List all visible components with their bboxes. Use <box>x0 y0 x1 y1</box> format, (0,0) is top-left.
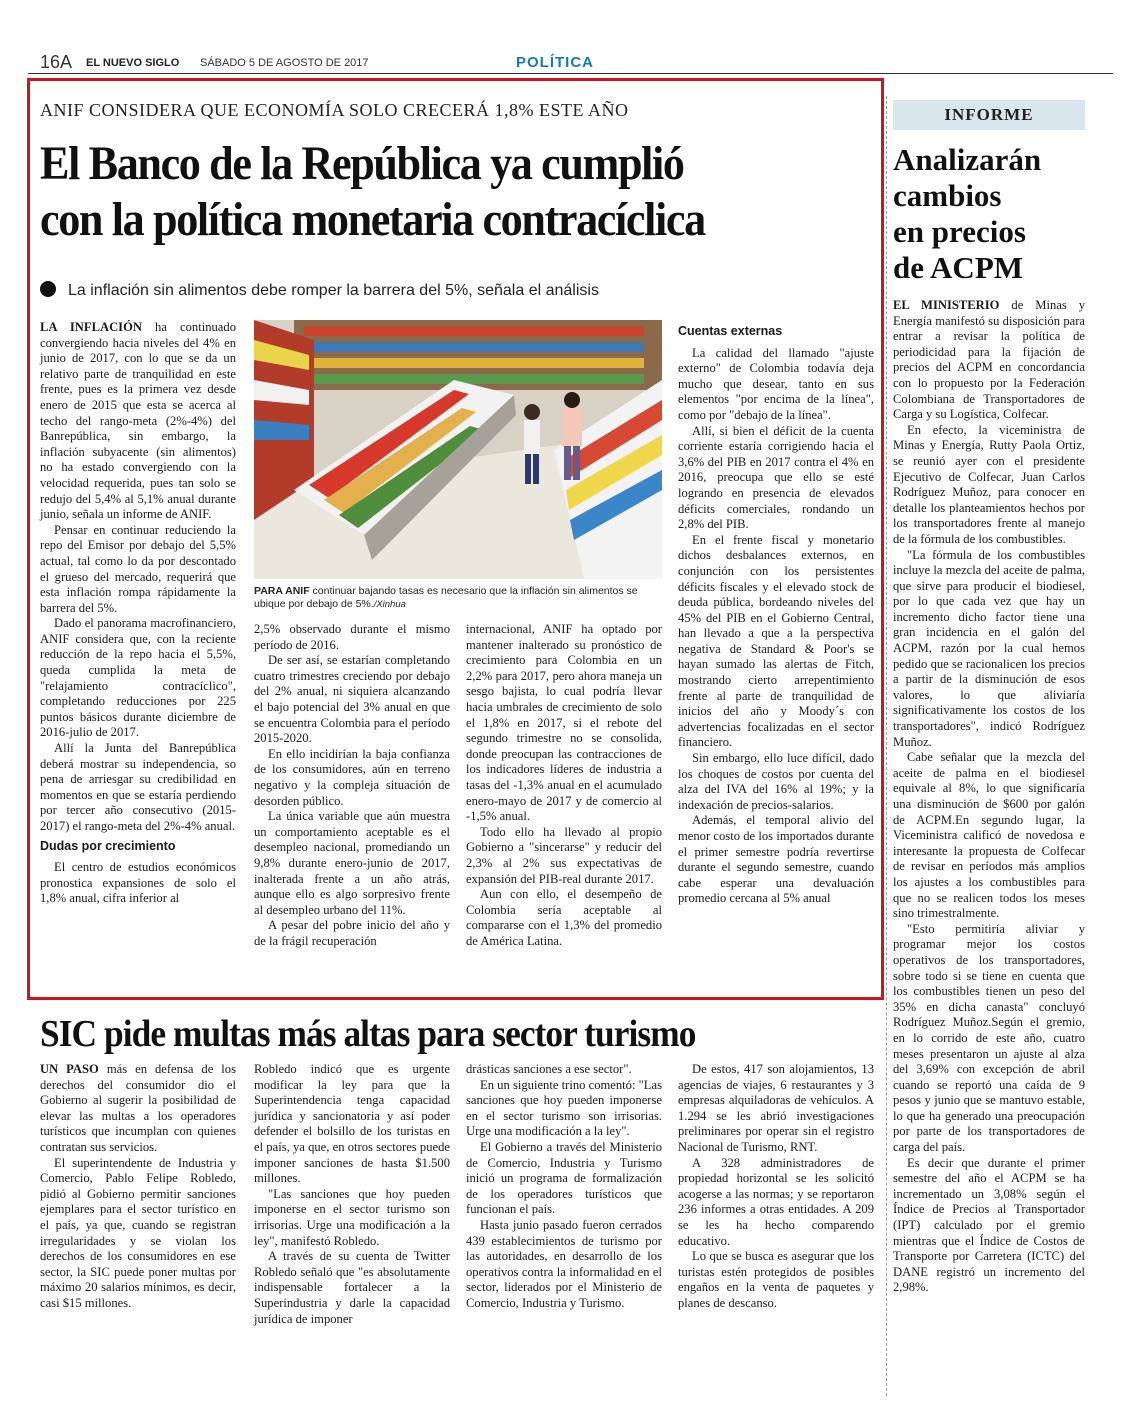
sidebar-divider <box>886 96 887 1396</box>
sidebar-p2: En efecto, la viceministra de Minas y Energía, Rutty Paola Ortiz, se reunió ayer con el presidente Ejecutivo de Colfecar, Juan Carlos Rodríguez Muñoz, para conocer en detalle los planteamientos hechos por los transportadores frente al manejo de la fórmula de los combustibles. <box>893 422 1085 546</box>
lead-headline <box>40 136 813 248</box>
second-col3-p1: drásticas sanciones a ese sector". <box>466 1062 632 1076</box>
lead-col3-p2: Todo ello ha llevado al propio Gobierno a "sincerarse" y reducir del 2,3% al 2% sus expectativas de expansión del PIB-real durante 2017. <box>466 824 662 886</box>
sidebar-column <box>893 298 1085 1296</box>
paper-name: EL NUEVO SIGLO <box>86 57 180 69</box>
lead-col1-p1-text: ha continuado convergiendo hacia niveles del 4% en junio de 2017, con lo que se da un relativo parte de tranquilidad en este frente, pues es la primera vez desde enero de 2015 que esta se acerca al techo del rango-meta (2%-4%) del Banrepública, sin embargo, la inflación subyacente (sin alimentos) no ha estado convergiendo con la velocidad requerida, pues tan solo se redujo del 5,4% al 5,1% anual durante junio, señala un informe de ANIF. <box>40 320 236 522</box>
lead-headline-line1: El Banco de la República ya cumplió <box>40 137 684 190</box>
sidebar-p3: "La fórmula de los combustibles incluye la mezcla del aceite de palma, que sirve para producir el biodiesel, por lo que cada vez que hay un incremento dicho factor tiene una gran incidencia en el galón del ACPM, razón por la cual hemos pedido que se racionalicen los precios a partir de la disminución de esos valores, lo que aliviaría significativamente los costos de los transportadores", indicó Rodríguez Muñoz. <box>893 547 1085 749</box>
lead-col3-p3: Aun con ello, el desempeño de Colombia sería aceptable al compararse con el 1,3% del promedio de América Latina. <box>466 887 662 948</box>
sidebar-headline-line3: en precios <box>893 214 1026 249</box>
lead-column-4 <box>678 320 874 907</box>
lead-col2-p2: De ser así, se estarían completando cuatro trimestres creciendo por debajo del 2% anual, ni siquiera alcanzando el bajo potencial del 3% anual en que se encuentra Colombia para el período 2015-2020. <box>254 653 450 746</box>
second-col2-p2: "Las sanciones que hoy pueden imponerse en el sector turismo son irrisorias. Urge una modificación a la ley", manifestó Robledo. <box>254 1186 450 1248</box>
second-col2-p1: Robledo indicó que es urgente modificar la ley para que la Superintendencia tenga capacidad jurídica y sancionatoria y así poder defender el bolsillo de los turistas en el país, ya que, en otros sectores puede imponer sanciones de hasta $1.500 millones. <box>254 1062 450 1186</box>
lead-col2-p1: 2,5% observado durante el mismo período de 2016. <box>254 622 450 652</box>
second-headline: SIC pide multas más altas para sector turismo <box>40 1013 696 1055</box>
subhead-cuentas-externas: Cuentas externas <box>678 324 783 338</box>
lead-col1-p2: Pensar en continuar reduciendo la repo del Emisor por debajo del 5,5% actual, tal como lo da por descontado el grueso del mercado, requerirá que esta inflación rompa rápidamente la barrera del 5%. <box>40 522 236 615</box>
sidebar-p1-text: de Minas y Energía manifestó su disposición para entrar a revisar la política de periodicidad para la fijación de precios del ACPM en concordancia con lo propuesto por la Federación Colombiana de Transportadores de Carga y su Logística, Colfecar. <box>893 298 1085 422</box>
second-lead-word: UN PASO <box>40 1062 99 1076</box>
photo-caption <box>254 585 662 611</box>
sidebar-p5: "Esto permitiría aliviar y programar mejor los costos operativos de los transportadores, sobre todo si se tiene en cuenta que los combustibles tienen un peso del 35% en dicha canasta" concluyó Rodríguez Muñoz.Según el gremio, en lo corrido de este año, cuatro meses presentaron un ajuste al alza del 3,69% con excepción de abril cuando se reportó una caída de 9 pesos y junio que se mantuvo estable, lo que ha generado una preocupación por parte de los transportadores de carga del país. <box>893 921 1085 1155</box>
lead-col1-p1 <box>40 320 236 523</box>
lead-col1-p3: Dado el panorama macrofinanciero, ANIF considera que, con la reciente reducción de la repo hacia el 5,5%, queda cumplida la meta de "relajamiento contracíclico", completando reducciones por 225 puntos básicos durante diciembre de 2016-julio de 2017. <box>40 616 236 740</box>
sidebar-p4: Cabe señalar que la mezcla del aceite de palma en el biodiesel equivale al 8%, lo que significaría una disminución de $600 por galón de ACPM.En segundo lugar, la Viceministra calificó de novedosa e interesante la propuesta de Colfecar de revisar en períodos más amplios los ajustes a los combustibles para que no se realicen todos los meses sino trimestralmente. <box>893 750 1085 921</box>
supermarket-photo <box>254 320 662 579</box>
bullet-icon <box>40 281 56 297</box>
sidebar-p6: Es decir que durante el primer semestre del año el ACPM se ha incrementado un 3,08% según el Índice de Precios al Transportador (IPT) calculado por el gremio mientras que el Índice de Costos de Transporte por Carretera (ICTC) del DANE registró un incremento del 2,98%. <box>893 1155 1085 1295</box>
lead-col4-p2: Allí, si bien el déficit de la cuenta corriente estaría corrigiendo hacia el 3,6% del PIB en 2017 contra el 4% en 2016, preocupa que ello se esté logrando en presencia de elevados déficits comerciales, rondando un 2,8% del PIB. <box>678 423 874 532</box>
sidebar-lead-word: EL MINISTERIO <box>893 298 1000 312</box>
second-column-1 <box>40 1062 236 1312</box>
subhead-dudas: Dudas por crecimiento <box>40 838 176 853</box>
sidebar-headline-line1: Analizarán <box>893 142 1042 177</box>
lead-col1-p4: Allí la Junta del Banrepública deberá mostrar su independencia, so pena de arriesgar su credibilidad en momentos en que se estaría perdiendo por tercer año consecutivo (2015-2017) el rango-meta del 2%-4% anual. <box>40 741 236 833</box>
lead-deck <box>40 281 599 300</box>
lead-col2-p3: En ello incidirían la baja confianza de los consumidores, aún en terreno negativo y la compleja situación de desorden público. <box>254 746 450 808</box>
page-number: 16A <box>40 52 73 72</box>
second-column-3 <box>466 1062 662 1312</box>
second-col4-p2: A 328 administradores de propiedad horizontal se les solicitó acogerse a las normas; y se reportaron 236 informes a otras entidades. A 209 se les ha hecho comparendo educativo. <box>678 1155 874 1248</box>
informe-label: INFORME <box>893 100 1085 130</box>
lead-col1-p5: El centro de estudios económicos pronostica expansiones de solo el 1,8% anual, cifra inferior al <box>40 860 236 906</box>
sidebar-headline-line4: de ACPM <box>893 250 1024 285</box>
caption-text: continuar bajando tasas es necesario que la inflación sin alimentos se ubique por debajo de 5%. <box>254 585 638 610</box>
second-col4-p3: Lo que se busca es asegurar que los turistas estén protegidos de posibles engaños en la venta de paquetes y planes de descanso. <box>678 1249 874 1310</box>
lead-column-1 <box>40 320 236 907</box>
lead-col4-p1: La calidad del llamado "ajuste externo" de Colombia todavía deja mucho que desear, tanto en sus elementos "por encima de la línea", como por "debajo de la línea". <box>678 345 874 422</box>
second-col3-p3: El Gobierno a través del Ministerio de Comercio, Industria y Turismo inició un programa de formalización de los operadores turísticos que funcionan el país. <box>466 1139 662 1217</box>
second-col2-p3: A través de su cuenta de Twitter Robledo señaló que "es absolutamente indispensable fortalecer a la Superindustria y darle la capacidad jurídica de imponer <box>254 1249 450 1326</box>
second-column-2 <box>254 1062 450 1327</box>
section-name: POLÍTICA <box>516 54 594 71</box>
sidebar-p1 <box>893 298 1085 423</box>
lead-col2-p5: A pesar del pobre inicio del año y de la frágil recuperación <box>254 918 450 948</box>
lead-col4-p4: Sin embargo, ello luce difícil, dado los choques de costos por cuenta del alza del IVA del 16% al 19%; y la indexación de precios-salarios. <box>678 751 874 812</box>
lead-headline-line2: con la política monetaria contracíclica <box>40 193 705 246</box>
caption-credit: /Xinhua <box>373 599 406 610</box>
lead-column-2 <box>254 622 450 949</box>
sidebar-headline <box>893 142 1093 286</box>
paper-date: SÁBADO 5 DE AGOSTO DE 2017 <box>200 57 369 69</box>
lead-deck-text: La inflación sin alimentos debe romper la barrera del 5%, señala el análisis <box>68 282 599 299</box>
second-col1-p1-text: más en defensa de los derechos del consumidor dio el Gobierno al sugerir la posibilidad de elevar las multas a los operadores turísticos que incumplan con quienes contratan sus servicios. <box>40 1062 236 1154</box>
caption-lead: PARA ANIF <box>254 585 310 597</box>
second-column-4 <box>678 1062 874 1312</box>
masthead <box>28 50 1113 74</box>
second-col3-p2: En un siguiente trino comentó: "Las sanciones que hoy pueden imponerse en el sector turismo son irrisorias. Urge una modificación a la ley". <box>466 1077 662 1139</box>
supermarket-illustration <box>254 320 662 579</box>
second-col4-p1: De estos, 417 son alojamientos, 13 agencias de viajes, 6 restaurantes y 3 empresas alquiladoras de vehículos. A 1.294 se les abrió investigaciones preliminares por operar sin el registro Nacional de Turismo, RNT. <box>678 1062 874 1154</box>
lead-col3-p1: internacional, ANIF ha optado por mantener inalterado su pronóstico de crecimiento para Colombia en un 2,2% para 2017, pero ahora maneja un sesgo bajista, lo cual podría llevar hacia umbrales de crecimiento de solo el 1,8% en 2017, si el rebote del segundo trimestre no se consolida, donde preocupan las contracciones de los indicadores líderes de industria a tasas del -1,3% anual en el acumulado enero-mayo de 2017 y de comercio al -1,5% anual. <box>466 622 662 824</box>
lead-col4-p3: En el frente fiscal y monetario dichos desbalances externos, en conjunción con los persistentes déficits fiscales y el elevado stock de deuda pública, bordeando niveles del 45% del PIB en el Gobierno Central, han llevado a que a la perspectiva negativa de Standard & Poor's se hayan sumado las alertas de Fitch, mostrando cierto arrepentimiento frente al parte de tranquilidad de inicios del año y Moody´s con advertencias focalizadas en el sector financiero. <box>678 532 874 750</box>
second-col3-p4: Hasta junio pasado fueron cerrados 439 establecimientos de turismo por las autoridades, en desarrollo de los operativos contra la informalidad en el sector, liderados por el Ministerio de Comercio, Industria y Turismo. <box>466 1217 662 1310</box>
lead-kicker: ANIF CONSIDERA QUE ECONOMÍA SOLO CRECERÁ 1,8% ESTE AÑO <box>40 100 629 120</box>
lead-word: LA INFLACIÓN <box>40 320 142 334</box>
second-col1-p1 <box>40 1062 236 1156</box>
lead-column-3 <box>466 622 662 949</box>
sidebar-headline-line2: cambios <box>893 178 1002 213</box>
second-col1-p2: El superintendente de Industria y Comercio, Pablo Felipe Robledo, pidió al Gobierno permitir sanciones ejemplares para el sector turístico en el país, ya que, cuando se registran irregularidades y se violan los derechos de los consumidores en ese sector, la SIC puede poner multas por máximo 20 salarios mínimos, es decir, casi $15 millones. <box>40 1155 236 1310</box>
lead-col4-p5: Además, el temporal alivio del menor costo de los importados durante el primer semestre podría revertirse durante el segundo semestre, cuando cabe esperar una devaluación promedio cercana al 5% anual <box>678 813 874 906</box>
lead-col2-p4: La única variable que aún muestra un comportamiento aceptable es el desempleo nacional, promediando un 9,8% durante enero-junio de 2017, inalterada frente a un año atrás, aunque ello es algo sorpresivo frente al desempleo urbano del 11%. <box>254 809 450 917</box>
